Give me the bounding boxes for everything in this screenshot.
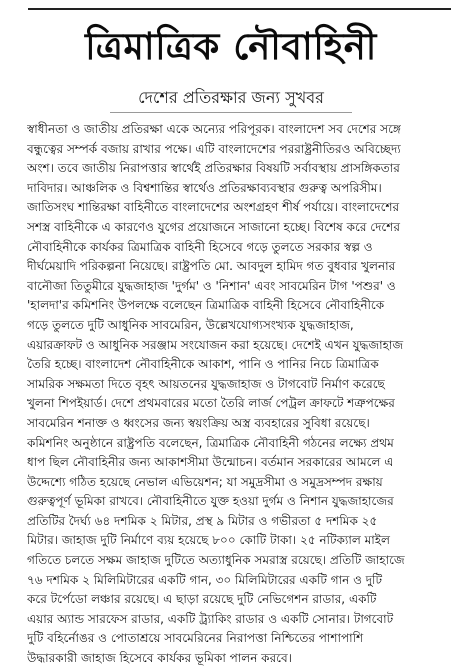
body-line: গড়ে তুলতে দুটি আধুনিক সাবমেরিন, উল্লেখযোগ্যসংখ্যক যুদ্ধজাহাজ, — [27, 317, 354, 332]
body-line: এয়ার অ্যান্ড সারফেস রাডার, একটি ট্র্যাকিং রাডার ও একটি সোনার। টাগবোট — [27, 611, 394, 626]
body-line: ৭৬ দশমিক ২ মিলিমিটারের একটি গান, ৩০ মিলিমিটারের একটি গান ও দুটি — [27, 572, 383, 587]
body-line: খুলনা শিপইয়ার্ড। দেশে প্রথমবারের মতো তৈরি লার্জ পেট্রল ক্রাফটে শত্রুপক্ষের — [27, 396, 395, 411]
body-line: বানৌজা তিতুমীরে যুদ্ধজাহাজ 'দুর্গম' ও 'নিশান' এবং সাবমেরিন টাগ 'পশুর' ও — [27, 278, 396, 293]
body-line: উদ্ধারকারী জাহাজ হিসেবে কার্যকর ভূমিকা পালন করবে। — [27, 651, 292, 666]
subheadline-divider — [110, 112, 352, 113]
body-line: গতিতে চলতে সক্ষম জাহাজ দুটিতে অত্যাধুনিক সমরাস্ত্র রয়েছে। প্রতিটি জাহাজে — [27, 553, 405, 568]
body-line: দুটি বহির্নোঙর ও পোতাশ্রয়ে সাবমেরিনের নিরাপত্তা নিশ্চিতের পাশাপাশি — [27, 631, 364, 646]
body-line: সশস্ত্র বাহিনীকে এ কারণেও যুগের প্রয়োজনে সাজানো হচ্ছে। বিশেষ করে দেশের — [27, 219, 400, 234]
body-line: দাবিদার। আঞ্চলিক ও বিশ্বশান্তির স্বার্থেও প্রতিরক্ষাব্যবস্থার গুরুত্ব অপরিসীম। — [27, 180, 382, 195]
subheadline: দেশের প্রতিরক্ষার জন্য সুখবর — [138, 88, 324, 107]
body-line: বন্ধুত্বের সম্পর্ক বজায় রাখার পক্ষে। এটি বাংলাদেশের পররাষ্ট্রনীতিরও অবিচ্ছেদ্য — [27, 141, 401, 156]
body-line: অংশ। তবে জাতীয় নিরাপত্তার স্বার্থেই প্রতিরক্ষার বিষয়টি সর্বাবস্থায় প্রাসঙ্গিকতার — [27, 161, 400, 176]
body-line: জাতিসংঘ শান্তিরক্ষা বাহিনীতে বাংলাদেশের অংশগ্রহণ শীর্ষ পর্যায়ে। বাংলাদেশের — [27, 200, 400, 215]
body-line: 'হালদা'র কমিশনিং উপলক্ষে বলেছেন ত্রিমাত্রিক বাহিনী হিসেবে নৌবাহিনীকে — [27, 298, 385, 313]
headline: ত্রিমাত্রিক নৌবাহিনী — [85, 25, 377, 68]
article-body — [27, 120, 450, 669]
body-line: ধাপ ছিল নৌবাহিনীর জন্য আকাশসীমা উন্মোচন। বর্তমান সরকারের আমলে এ — [27, 455, 394, 470]
body-line: গুরুত্বপূর্ণ ভূমিকা রাখবে। নৌবাহিনীতে যুক্ত হওয়া দুর্গম ও নিশান যুদ্ধজাহাজের — [27, 494, 394, 509]
body-line: নৌবাহিনীকে কার্যকর ত্রিমাত্রিক বাহিনী হিসেবে গড়ে তুলতে সরকার স্বল্প ও — [27, 239, 373, 254]
body-line: সামরিক সক্ষমতা দিতে বৃহৎ আয়তনের যুদ্ধজাহাজ ও টাগবোট নির্মাণ করেছে — [27, 376, 385, 391]
body-line: করে টর্পেডো লঞ্চার রয়েছে। এ ছাড়া রয়েছে দুটি নেভিগেশন রাডার, একটি — [27, 592, 377, 607]
top-divider — [28, 8, 451, 10]
body-line: স্বাধীনতা ও জাতীয় প্রতিরক্ষা একে অন্যের পরিপূরক। বাংলাদেশ সব দেশের সঙ্গে — [27, 122, 401, 136]
body-line: এয়ারক্রাফট ও আধুনিক সরঞ্জাম সংযোজন করা হয়েছে। দেশেই এখন যুদ্ধজাহাজ — [27, 337, 404, 352]
body-line: দীর্ঘমেয়াদি পরিকল্পনা নিয়েছে। রাষ্ট্রপতি মো. আবদুল হামিদ গত বুধবার খুলনার — [27, 259, 396, 274]
body-line: সাবমেরিন শনাক্ত ও ধ্বংসের জন্য স্বয়ংক্রিয় অস্ত্র ব্যবহারের সুবিধা রয়েছে। — [27, 415, 370, 430]
body-line: তৈরি হচ্ছে। বাংলাদেশ নৌবাহিনীকে আকাশ, পানি ও পানির নিচে ত্রিমাত্রিক — [27, 357, 379, 372]
body-line: প্রতিটির দৈর্ঘ্য ৬৪ দশমিক ২ মিটার, প্রস্থ ৯ মিটার ও গভীরতা ৫ দশমিক ২৫ — [27, 513, 378, 528]
body-line: মিটার। জাহাজ দুটি নির্মাণে ব্যয় হয়েছে ৮০০ কোটি টাকা। ২৫ নটিক্যাল মাইল — [27, 533, 390, 548]
body-line: কমিশনিং অনুষ্ঠানে রাষ্ট্রপতি বলেছেন, ত্রিমাত্রিক নৌবাহিনী গঠনের লক্ষ্যে প্রথম — [27, 435, 394, 450]
body-line: উদ্দেশ্যে গঠিত হয়েছে নেভাল এভিয়েশন; যা সমুদ্রসীমা ও সমুদ্রসম্পদ রক্ষায় — [27, 474, 383, 489]
